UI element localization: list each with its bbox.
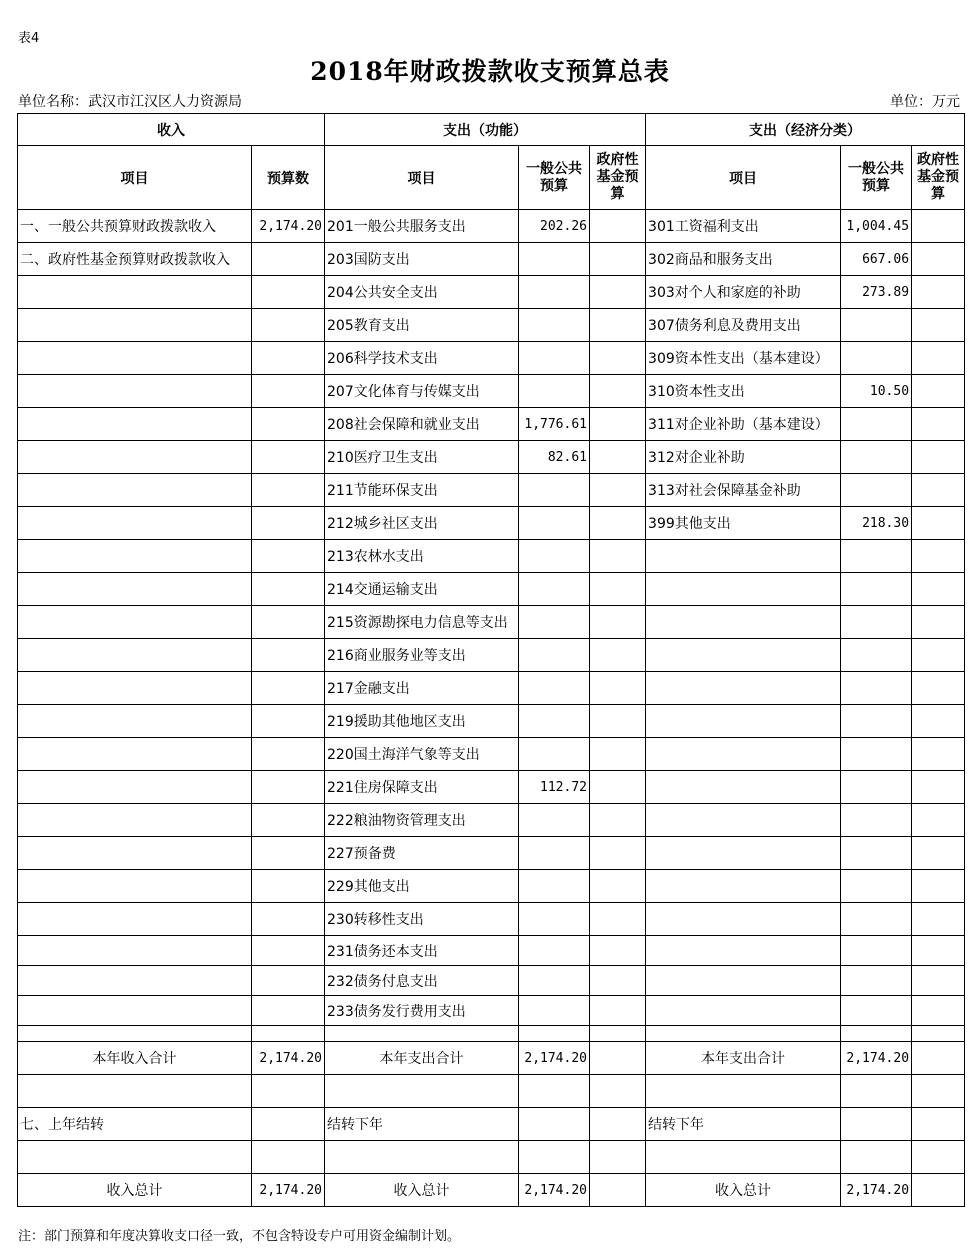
cell-func-gov-fund	[590, 474, 646, 507]
cell-income-item	[18, 309, 252, 342]
cell-econ-general-public	[841, 1141, 912, 1174]
cell-econ-item	[646, 966, 841, 996]
cell-econ-item: 301工资福利支出	[646, 210, 841, 243]
cell-income-amount	[252, 837, 325, 870]
cell-econ-general-public	[841, 738, 912, 771]
cell-econ-item: 311对企业补助（基本建设）	[646, 408, 841, 441]
table-row	[18, 309, 965, 342]
cell-func-item: 208社会保障和就业支出	[325, 408, 519, 441]
cell-func-gov-fund	[590, 507, 646, 540]
cell-income-amount	[252, 540, 325, 573]
cell-func-item: 214交通运输支出	[325, 573, 519, 606]
cell-income-amount	[252, 1108, 325, 1141]
cell-econ-general-public	[841, 342, 912, 375]
cell-econ-gov-fund	[912, 771, 965, 804]
cell-econ-general-public	[841, 309, 912, 342]
cell-econ-item	[646, 639, 841, 672]
cell-func-general-public	[519, 639, 590, 672]
cell-econ-general-public	[841, 1075, 912, 1108]
cell-econ-gov-fund	[912, 375, 965, 408]
footnote: 注：部门预算和年度决算收支口径一致，不包含特设专户可用资金编制计划。	[18, 1229, 461, 1244]
cell-econ-gov-fund	[912, 804, 965, 837]
cell-income-amount	[252, 672, 325, 705]
cell-econ-gov-fund	[912, 672, 965, 705]
cell-income-amount: 2,174.20	[252, 1042, 325, 1075]
cell-econ-gov-fund	[912, 870, 965, 903]
cell-func-gov-fund	[590, 966, 646, 996]
table-row	[18, 1042, 965, 1075]
cell-econ-item	[646, 705, 841, 738]
cell-income-item	[18, 738, 252, 771]
table-row	[18, 243, 965, 276]
cell-econ-general-public	[841, 408, 912, 441]
cell-func-gov-fund	[590, 210, 646, 243]
cell-econ-item: 310资本性支出	[646, 375, 841, 408]
cell-func-item: 210医疗卫生支出	[325, 441, 519, 474]
cell-econ-general-public	[841, 903, 912, 936]
cell-func-item: 219援助其他地区支出	[325, 705, 519, 738]
cell-income-amount	[252, 738, 325, 771]
cell-func-gov-fund	[590, 606, 646, 639]
cell-income-amount	[252, 1075, 325, 1108]
header-income-budget: 预算数	[252, 146, 325, 210]
cell-income-item	[18, 870, 252, 903]
cell-econ-general-public: 218.30	[841, 507, 912, 540]
cell-econ-gov-fund	[912, 1026, 965, 1042]
cell-income-item	[18, 1026, 252, 1042]
cell-income-amount: 2,174.20	[252, 1174, 325, 1207]
cell-func-item: 收入总计	[325, 1174, 519, 1207]
header-econ-gov-fund: 政府性基金预算	[912, 146, 965, 210]
cell-func-general-public	[519, 474, 590, 507]
table-row	[18, 771, 965, 804]
cell-income-amount	[252, 441, 325, 474]
header-row-columns	[18, 146, 965, 210]
cell-income-amount	[252, 342, 325, 375]
cell-econ-item	[646, 870, 841, 903]
cell-func-item: 227预备费	[325, 837, 519, 870]
cell-func-item: 232债务付息支出	[325, 966, 519, 996]
cell-income-item	[18, 639, 252, 672]
cell-func-item: 221住房保障支出	[325, 771, 519, 804]
cell-econ-item	[646, 1141, 841, 1174]
table-row	[18, 804, 965, 837]
cell-func-item: 217金融支出	[325, 672, 519, 705]
cell-econ-general-public	[841, 474, 912, 507]
cell-func-item: 212城乡社区支出	[325, 507, 519, 540]
cell-func-gov-fund	[590, 639, 646, 672]
cell-func-gov-fund	[590, 309, 646, 342]
cell-econ-gov-fund	[912, 408, 965, 441]
cell-income-item	[18, 573, 252, 606]
cell-econ-item	[646, 573, 841, 606]
cell-income-amount	[252, 573, 325, 606]
cell-func-general-public: 82.61	[519, 441, 590, 474]
cell-econ-gov-fund	[912, 1108, 965, 1141]
cell-econ-item	[646, 996, 841, 1026]
table-row	[18, 1026, 965, 1042]
cell-econ-gov-fund	[912, 243, 965, 276]
cell-func-gov-fund	[590, 705, 646, 738]
table-row	[18, 936, 965, 966]
cell-income-item: 一、一般公共预算财政拨款收入	[18, 210, 252, 243]
cell-func-gov-fund	[590, 837, 646, 870]
cell-func-gov-fund	[590, 342, 646, 375]
cell-func-general-public	[519, 738, 590, 771]
cell-func-general-public	[519, 309, 590, 342]
cell-func-gov-fund	[590, 738, 646, 771]
cell-func-gov-fund	[590, 996, 646, 1026]
cell-func-general-public	[519, 507, 590, 540]
cell-econ-gov-fund	[912, 996, 965, 1026]
cell-econ-item: 结转下年	[646, 1108, 841, 1141]
cell-econ-item: 302商品和服务支出	[646, 243, 841, 276]
table-row	[18, 507, 965, 540]
cell-econ-gov-fund	[912, 606, 965, 639]
cell-econ-general-public	[841, 966, 912, 996]
cell-econ-item	[646, 540, 841, 573]
cell-income-amount	[252, 705, 325, 738]
cell-econ-gov-fund	[912, 936, 965, 966]
cell-econ-gov-fund	[912, 705, 965, 738]
cell-income-item	[18, 507, 252, 540]
cell-econ-gov-fund	[912, 507, 965, 540]
cell-econ-general-public	[841, 573, 912, 606]
cell-func-general-public: 2,174.20	[519, 1042, 590, 1075]
cell-econ-item	[646, 837, 841, 870]
cell-income-item: 收入总计	[18, 1174, 252, 1207]
header-func-item: 项目	[325, 146, 519, 210]
cell-econ-gov-fund	[912, 210, 965, 243]
cell-income-amount	[252, 408, 325, 441]
cell-econ-gov-fund	[912, 540, 965, 573]
cell-func-item: 213农林水支出	[325, 540, 519, 573]
header-econ-general-public: 一般公共预算	[841, 146, 912, 210]
cell-func-general-public: 202.26	[519, 210, 590, 243]
table-row	[18, 540, 965, 573]
cell-income-item	[18, 540, 252, 573]
cell-func-gov-fund	[590, 804, 646, 837]
cell-econ-item	[646, 771, 841, 804]
cell-econ-item	[646, 606, 841, 639]
cell-func-gov-fund	[590, 1042, 646, 1075]
cell-econ-gov-fund	[912, 1141, 965, 1174]
header-income-item: 项目	[18, 146, 252, 210]
cell-func-item: 233债务发行费用支出	[325, 996, 519, 1026]
cell-econ-gov-fund	[912, 1042, 965, 1075]
cell-income-item	[18, 936, 252, 966]
table-row	[18, 903, 965, 936]
cell-econ-item: 312对企业补助	[646, 441, 841, 474]
cell-econ-general-public	[841, 1108, 912, 1141]
cell-econ-general-public: 1,004.45	[841, 210, 912, 243]
cell-econ-general-public: 10.50	[841, 375, 912, 408]
cell-econ-item: 399其他支出	[646, 507, 841, 540]
header-expense-function: 支出（功能）	[325, 114, 646, 146]
cell-func-general-public	[519, 573, 590, 606]
cell-econ-item: 313对社会保障基金补助	[646, 474, 841, 507]
header-row-groups	[18, 114, 965, 146]
cell-func-item: 204公共安全支出	[325, 276, 519, 309]
cell-econ-general-public	[841, 672, 912, 705]
cell-func-gov-fund	[590, 1141, 646, 1174]
cell-econ-item	[646, 936, 841, 966]
table-number-label: 表4	[18, 31, 40, 46]
cell-econ-gov-fund	[912, 474, 965, 507]
table-row	[18, 441, 965, 474]
cell-income-item	[18, 771, 252, 804]
cell-income-amount	[252, 996, 325, 1026]
cell-econ-item: 307债务利息及费用支出	[646, 309, 841, 342]
cell-income-item	[18, 705, 252, 738]
cell-func-general-public	[519, 870, 590, 903]
cell-func-item	[325, 1026, 519, 1042]
cell-income-item	[18, 408, 252, 441]
cell-func-general-public	[519, 996, 590, 1026]
cell-func-general-public	[519, 966, 590, 996]
cell-func-gov-fund	[590, 276, 646, 309]
cell-func-gov-fund	[590, 573, 646, 606]
cell-func-general-public: 2,174.20	[519, 1174, 590, 1207]
cell-func-gov-fund	[590, 441, 646, 474]
cell-econ-general-public	[841, 936, 912, 966]
cell-func-item: 231债务还本支出	[325, 936, 519, 966]
cell-income-amount	[252, 936, 325, 966]
cell-func-item: 203国防支出	[325, 243, 519, 276]
header-func-gov-fund: 政府性基金预算	[590, 146, 646, 210]
cell-income-item: 七、上年结转	[18, 1108, 252, 1141]
table-row	[18, 606, 965, 639]
cell-econ-item	[646, 903, 841, 936]
cell-func-gov-fund	[590, 1075, 646, 1108]
table-row	[18, 1075, 965, 1108]
cell-func-gov-fund	[590, 1026, 646, 1042]
cell-func-gov-fund	[590, 936, 646, 966]
cell-income-amount	[252, 804, 325, 837]
cell-func-item: 229其他支出	[325, 870, 519, 903]
cell-func-gov-fund	[590, 771, 646, 804]
table-row	[18, 966, 965, 996]
cell-func-item	[325, 1141, 519, 1174]
cell-func-general-public	[519, 276, 590, 309]
cell-econ-gov-fund	[912, 276, 965, 309]
cell-func-general-public	[519, 1026, 590, 1042]
cell-income-amount	[252, 1141, 325, 1174]
cell-income-amount	[252, 243, 325, 276]
cell-func-general-public: 112.72	[519, 771, 590, 804]
cell-econ-gov-fund	[912, 966, 965, 996]
cell-income-item: 本年收入合计	[18, 1042, 252, 1075]
cell-func-item: 230转移性支出	[325, 903, 519, 936]
table-row	[18, 996, 965, 1026]
cell-func-gov-fund	[590, 375, 646, 408]
cell-econ-general-public: 2,174.20	[841, 1042, 912, 1075]
cell-income-amount	[252, 966, 325, 996]
header-expense-economic: 支出（经济分类）	[646, 114, 965, 146]
unit-name: 单位名称：武汉市江汉区人力资源局	[18, 94, 242, 110]
cell-econ-item	[646, 804, 841, 837]
cell-econ-general-public	[841, 441, 912, 474]
cell-income-item	[18, 1075, 252, 1108]
cell-econ-gov-fund	[912, 837, 965, 870]
cell-econ-general-public	[841, 996, 912, 1026]
cell-income-item	[18, 1141, 252, 1174]
cell-func-item: 201一般公共服务支出	[325, 210, 519, 243]
cell-func-gov-fund	[590, 1174, 646, 1207]
table-row	[18, 573, 965, 606]
header-income: 收入	[18, 114, 325, 146]
cell-func-general-public	[519, 804, 590, 837]
cell-func-gov-fund	[590, 870, 646, 903]
cell-income-item	[18, 837, 252, 870]
cell-func-item: 205教育支出	[325, 309, 519, 342]
table-row	[18, 1141, 965, 1174]
cell-income-amount	[252, 474, 325, 507]
table-row	[18, 738, 965, 771]
cell-func-gov-fund	[590, 672, 646, 705]
cell-econ-item	[646, 1075, 841, 1108]
cell-func-general-public	[519, 705, 590, 738]
table-row	[18, 210, 965, 243]
table-row	[18, 276, 965, 309]
cell-econ-gov-fund	[912, 1075, 965, 1108]
cell-econ-gov-fund	[912, 639, 965, 672]
cell-econ-item	[646, 1026, 841, 1042]
cell-func-item: 211节能环保支出	[325, 474, 519, 507]
cell-func-item: 206科学技术支出	[325, 342, 519, 375]
cell-income-item	[18, 441, 252, 474]
cell-econ-general-public	[841, 804, 912, 837]
cell-func-general-public: 1,776.61	[519, 408, 590, 441]
unit-of-measure: 单位：万元	[890, 94, 960, 110]
cell-func-general-public	[519, 1108, 590, 1141]
cell-func-gov-fund	[590, 540, 646, 573]
cell-func-item: 207文化体育与传媒支出	[325, 375, 519, 408]
cell-func-general-public	[519, 1141, 590, 1174]
cell-income-amount	[252, 639, 325, 672]
cell-econ-item: 309资本性支出（基本建设）	[646, 342, 841, 375]
cell-func-general-public	[519, 342, 590, 375]
cell-func-item: 215资源勘探电力信息等支出	[325, 606, 519, 639]
cell-income-amount	[252, 309, 325, 342]
table-row	[18, 837, 965, 870]
cell-income-amount: 2,174.20	[252, 210, 325, 243]
cell-func-general-public	[519, 606, 590, 639]
cell-income-item	[18, 606, 252, 639]
cell-econ-gov-fund	[912, 342, 965, 375]
cell-func-gov-fund	[590, 408, 646, 441]
cell-econ-item	[646, 738, 841, 771]
cell-econ-general-public	[841, 837, 912, 870]
table-row	[18, 1108, 965, 1141]
table-row	[18, 672, 965, 705]
cell-econ-general-public	[841, 771, 912, 804]
cell-econ-general-public: 273.89	[841, 276, 912, 309]
page-title: 2018年财政拨款收支预算总表	[310, 57, 670, 86]
cell-func-item: 结转下年	[325, 1108, 519, 1141]
cell-func-item: 222粮油物资管理支出	[325, 804, 519, 837]
cell-econ-gov-fund	[912, 441, 965, 474]
table-row	[18, 1174, 965, 1207]
cell-income-item	[18, 804, 252, 837]
table-row	[18, 870, 965, 903]
cell-econ-general-public	[841, 1026, 912, 1042]
cell-income-amount	[252, 771, 325, 804]
cell-func-general-public	[519, 936, 590, 966]
cell-income-amount	[252, 507, 325, 540]
cell-income-item	[18, 903, 252, 936]
cell-income-amount	[252, 276, 325, 309]
cell-income-item	[18, 375, 252, 408]
cell-func-general-public	[519, 375, 590, 408]
cell-func-gov-fund	[590, 1108, 646, 1141]
cell-income-amount	[252, 1026, 325, 1042]
table-row	[18, 639, 965, 672]
cell-econ-item: 303对个人和家庭的补助	[646, 276, 841, 309]
cell-income-item	[18, 276, 252, 309]
cell-econ-general-public: 667.06	[841, 243, 912, 276]
cell-econ-item	[646, 672, 841, 705]
cell-income-item	[18, 966, 252, 996]
cell-func-general-public	[519, 1075, 590, 1108]
cell-func-general-public	[519, 837, 590, 870]
cell-econ-item: 本年支出合计	[646, 1042, 841, 1075]
header-econ-item: 项目	[646, 146, 841, 210]
cell-income-amount	[252, 870, 325, 903]
cell-econ-general-public	[841, 606, 912, 639]
cell-func-item	[325, 1075, 519, 1108]
cell-econ-gov-fund	[912, 1174, 965, 1207]
table-row	[18, 408, 965, 441]
cell-func-general-public	[519, 540, 590, 573]
cell-func-item: 220国土海洋气象等支出	[325, 738, 519, 771]
cell-econ-general-public	[841, 639, 912, 672]
table-body	[18, 210, 965, 1207]
cell-econ-general-public	[841, 870, 912, 903]
cell-income-item: 二、政府性基金预算财政拨款收入	[18, 243, 252, 276]
cell-income-amount	[252, 606, 325, 639]
cell-econ-general-public	[841, 540, 912, 573]
cell-econ-item: 收入总计	[646, 1174, 841, 1207]
cell-income-item	[18, 672, 252, 705]
cell-func-item: 216商业服务业等支出	[325, 639, 519, 672]
cell-econ-gov-fund	[912, 573, 965, 606]
cell-func-gov-fund	[590, 903, 646, 936]
cell-func-general-public	[519, 903, 590, 936]
cell-econ-gov-fund	[912, 309, 965, 342]
cell-income-item	[18, 342, 252, 375]
cell-func-general-public	[519, 672, 590, 705]
cell-func-gov-fund	[590, 243, 646, 276]
table-row	[18, 474, 965, 507]
cell-income-item	[18, 474, 252, 507]
cell-func-item: 本年支出合计	[325, 1042, 519, 1075]
cell-econ-general-public	[841, 705, 912, 738]
table-row	[18, 375, 965, 408]
cell-income-amount	[252, 903, 325, 936]
cell-econ-general-public: 2,174.20	[841, 1174, 912, 1207]
cell-econ-gov-fund	[912, 738, 965, 771]
cell-income-amount	[252, 375, 325, 408]
cell-econ-gov-fund	[912, 903, 965, 936]
header-func-general-public: 一般公共预算	[519, 146, 590, 210]
table-row	[18, 342, 965, 375]
budget-table	[17, 113, 965, 1207]
cell-income-item	[18, 996, 252, 1026]
cell-func-general-public	[519, 243, 590, 276]
table-row	[18, 705, 965, 738]
